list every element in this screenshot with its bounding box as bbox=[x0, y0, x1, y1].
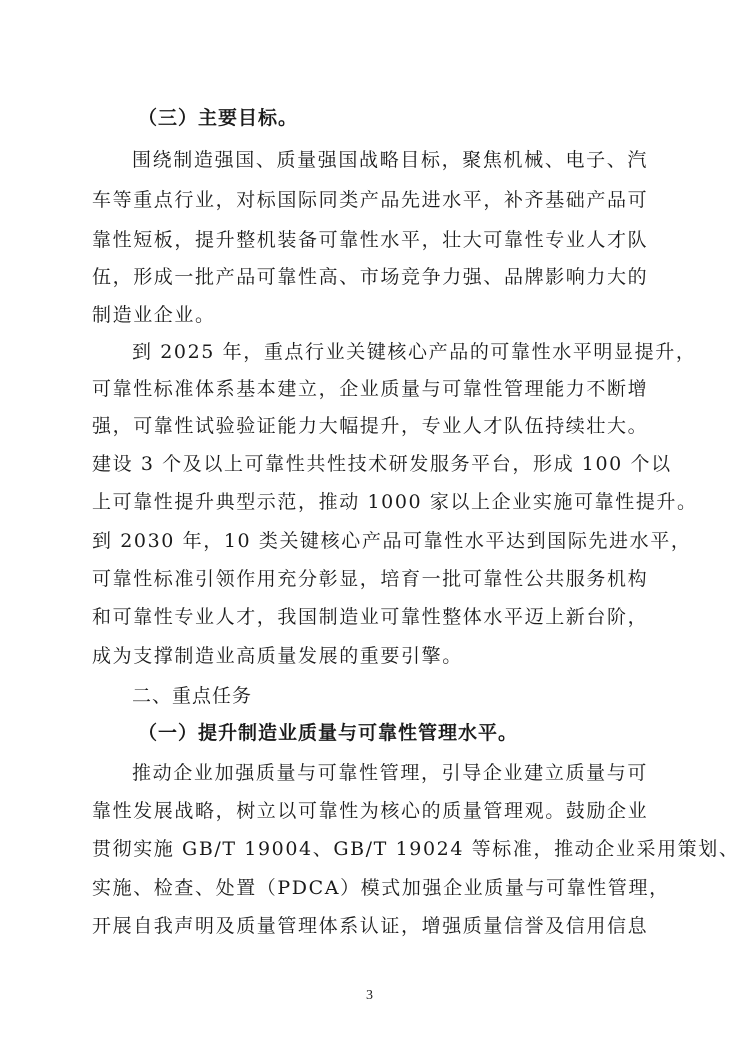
section-goal-heading: （三）主要目标。 bbox=[138, 107, 299, 129]
paragraph-line: 贯彻实施 GB/T 19004、GB/T 19024 等标准，推动企业采用策划、 bbox=[92, 838, 739, 860]
paragraph-line: 实施、检查、处置（PDCA）模式加强企业质量与可靠性管理， bbox=[92, 877, 670, 899]
paragraph-line: 和可靠性专业人才，我国制造业可靠性整体水平迈上新台阶， bbox=[92, 606, 649, 628]
paragraph-line: 开展自我声明及质量管理体系认证，增强质量信誉及信用信息 bbox=[92, 915, 649, 937]
paragraph-line: 成为支撑制造业高质量发展的重要引擎。 bbox=[92, 645, 463, 667]
section-tasks-heading: 二、重点任务 bbox=[132, 685, 253, 707]
page-number: 3 bbox=[366, 988, 373, 1003]
paragraph-line: 上可靠性提升典型示范，推动 1000 家以上企业实施可靠性提升。 bbox=[92, 491, 698, 513]
paragraph-line: 推动企业加强质量与可靠性管理，引导企业建立质量与可 bbox=[132, 762, 648, 784]
subsection-heading: （一）提升制造业质量与可靠性管理水平。 bbox=[138, 722, 519, 744]
paragraph-line: 可靠性标准引领作用充分彰显，培育一批可靠性公共服务机构 bbox=[92, 568, 649, 590]
paragraph-line: 制造业企业。 bbox=[92, 304, 216, 326]
paragraph-line: 到 2025 年，重点行业关键核心产品的可靠性水平明显提升， bbox=[132, 341, 697, 363]
paragraph-line: 靠性短板，提升整机装备可靠性水平，壮大可靠性专业人才队 bbox=[92, 229, 649, 251]
paragraph-line: 围绕制造强国、质量强国战略目标，聚焦机械、电子、汽 bbox=[132, 149, 648, 171]
paragraph-line: 强，可靠性试验验证能力大幅提升，专业人才队伍持续壮大。 bbox=[92, 415, 649, 437]
paragraph-line: 可靠性标准体系基本建立，企业质量与可靠性管理能力不断增 bbox=[92, 378, 649, 400]
paragraph-line: 车等重点行业，对标国际同类产品先进水平，补齐基础产品可 bbox=[92, 189, 649, 211]
paragraph-line: 到 2030 年，10 类关键核心产品可靠性水平达到国际先进水平， bbox=[92, 530, 692, 552]
paragraph-line: 伍，形成一批产品可靠性高、市场竞争力强、品牌影响力大的 bbox=[92, 266, 649, 288]
paragraph-line: 建设 3 个及以上可靠性共性技术研发服务平台，形成 100 个以 bbox=[92, 453, 672, 475]
paragraph-line: 靠性发展战略，树立以可靠性为核心的质量管理观。鼓励企业 bbox=[92, 800, 649, 822]
